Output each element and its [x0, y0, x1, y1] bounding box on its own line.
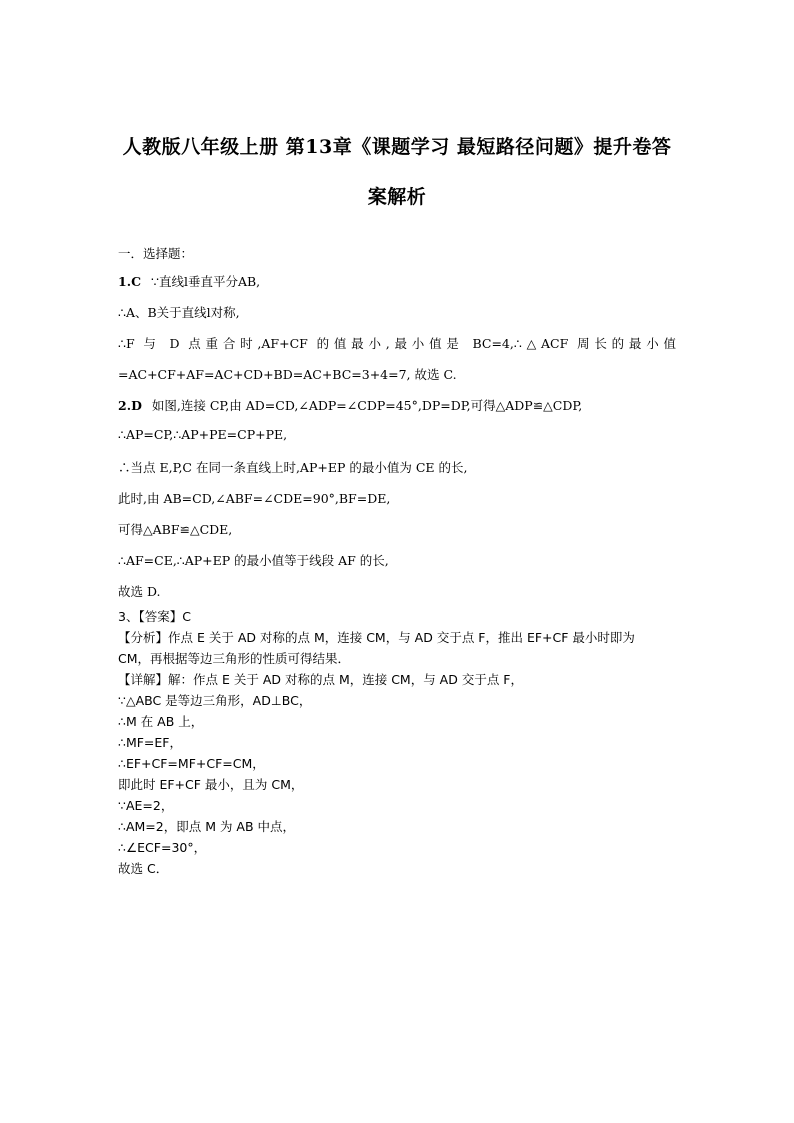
- q2-line-2: ∴AP=CP,∴AP+PE=CP+PE,: [118, 427, 288, 442]
- document-title-line-1: 人教版八年级上册 第13章《课题学习 最短路径问题》提升卷答: [122, 136, 672, 158]
- q3-line-13: 故选 C．: [118, 861, 169, 876]
- q3-line-4: 【详解】解：作点 E 关于 AD 对称的点 M，连接 CM，与 AD 交于点 F，: [118, 672, 523, 687]
- q3-line-1: 3、【答案】C: [118, 609, 191, 624]
- q3-line-12: ∴∠ECF=30°，: [118, 840, 207, 855]
- q2-line-1: [118, 396, 676, 414]
- q2-number: 2.: [118, 398, 132, 413]
- q3-line-5: ∵△ABC 是等边三角形，AD⊥BC，: [118, 693, 312, 708]
- q3-line-11: ∴AM=2，即点 M 为 AB 中点，: [118, 819, 296, 834]
- q1-number: 1.: [118, 274, 132, 289]
- q1-line-2: ∴A、B关于直线l对称,: [118, 305, 240, 320]
- q1-line-4: =AC+CF+AF=AC+CD+BD=AC+BC=3+4=7, 故选 C.: [118, 367, 457, 382]
- q1-answer-letter: C: [131, 274, 142, 289]
- q2-answer: [118, 398, 142, 413]
- q3-line-3: CM，再根据等边三角形的性质可得结果．: [118, 651, 351, 666]
- q2-line-5: 可得△ABF≌△CDE,: [118, 522, 233, 537]
- section-heading: 一．选择题：: [118, 246, 194, 261]
- q3-line-9: 即此时 EF+CF 最小，且为 CM，: [118, 777, 304, 792]
- q2-line-4: 此时,由 AB=CD,∠ABF=∠CDE=90°,BF=DE,: [118, 491, 391, 506]
- q3-line-10: ∵AE=2，: [118, 798, 174, 813]
- document-title-line-2: 案解析: [367, 186, 427, 208]
- q2-text-1: 如图,连接 CP,由 AD=CD,∠ADP=∠CDP=45°,DP=DP,可得△ADP≌△CDP,: [151, 398, 583, 413]
- q1-line-3: ∴F 与 D 点重合时,AF+CF 的值最小,最小值是 BC=4,∴△ACF 周长的最小值: [118, 336, 676, 351]
- q3-line-8: ∴EF+CF=MF+CF=CM，: [118, 756, 265, 771]
- q3-line-7: ∴MF=EF，: [118, 735, 182, 750]
- q2-answer-letter: D: [131, 398, 142, 413]
- q1-text-1: ∵直线l垂直平分AB,: [151, 274, 261, 289]
- q2-line-3: ∴当点 E,P,C 在同一条直线上时,AP+EP 的最小值为 CE 的长,: [118, 460, 468, 475]
- q2-line-6: ∴AF=CE,∴AP+EP 的最小值等于线段 AF 的长,: [118, 553, 389, 568]
- q2-line-7: 故选 D.: [118, 584, 161, 599]
- q3-line-6: ∴M 在 AB 上，: [118, 714, 204, 729]
- q1-line-1: [118, 272, 676, 290]
- q3-line-2: 【分析】作点 E 关于 AD 对称的点 M，连接 CM，与 AD 交于点 F，推出 EF+CF 最小时即为: [118, 630, 635, 645]
- q1-answer: [118, 274, 141, 289]
